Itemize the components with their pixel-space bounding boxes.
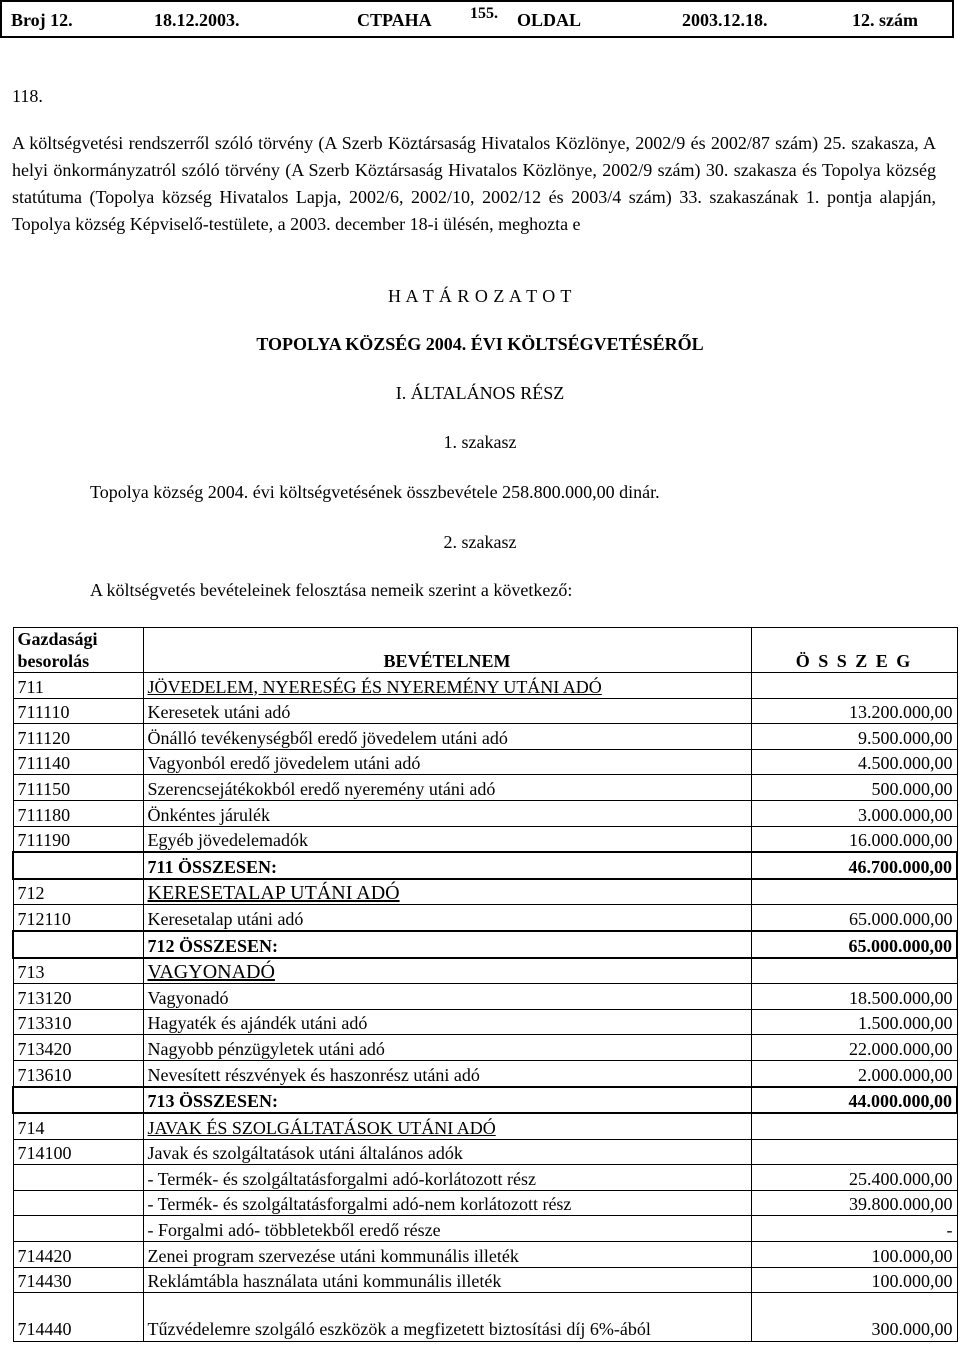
row-code: 712 bbox=[13, 879, 143, 905]
table-row bbox=[13, 724, 957, 750]
table-row bbox=[13, 1009, 957, 1035]
row-code: 714 bbox=[13, 1113, 143, 1139]
row-name: Vagyonadó bbox=[143, 984, 751, 1010]
row-amount: 22.000.000,00 bbox=[751, 1035, 957, 1061]
row-amount: 39.800.000,00 bbox=[751, 1190, 957, 1216]
table-row bbox=[13, 958, 957, 984]
row-amount: 16.000.000,00 bbox=[751, 826, 957, 852]
table-row bbox=[13, 1190, 957, 1216]
row-amount: - bbox=[751, 1216, 957, 1242]
table-row bbox=[13, 905, 957, 931]
row-amount: 13.200.000,00 bbox=[751, 698, 957, 724]
row-code bbox=[13, 931, 143, 958]
table-row bbox=[13, 1113, 957, 1139]
table-row bbox=[13, 879, 957, 905]
row-name: Javak és szolgáltatások utáni általános adók bbox=[143, 1139, 751, 1165]
row-amount bbox=[751, 1113, 957, 1139]
row-name: - Forgalmi adó- többletekből eredő része bbox=[143, 1216, 751, 1242]
row-amount: 65.000.000,00 bbox=[751, 905, 957, 931]
row-code: 713 bbox=[13, 958, 143, 984]
row-code: 713120 bbox=[13, 984, 143, 1010]
row-code: 714430 bbox=[13, 1267, 143, 1293]
row-amount: 2.000.000,00 bbox=[751, 1060, 957, 1086]
row-name: Tűzvédelemre szolgáló eszközök a megfizetett biztosítási díj 6%-ából bbox=[143, 1293, 751, 1342]
section-1-text: Topolya község 2004. évi költségvetésének összbevétele 258.800.000,00 dinár. bbox=[90, 482, 660, 502]
row-name: Zenei program szervezése utáni kommunális illeték bbox=[143, 1242, 751, 1268]
header-issue: Broj 12. bbox=[11, 10, 73, 30]
row-code bbox=[13, 1165, 143, 1191]
row-code: 711180 bbox=[13, 800, 143, 826]
row-amount: 65.000.000,00 bbox=[751, 931, 957, 958]
row-name: Nevesített részvények és haszonrész utáni adó bbox=[143, 1060, 751, 1086]
table-row bbox=[13, 1139, 957, 1165]
row-name: Egyéb jövedelemadók bbox=[143, 826, 751, 852]
row-amount: 100.000,00 bbox=[751, 1242, 957, 1268]
table-row bbox=[13, 1293, 957, 1342]
decision-title: H A T Á R O Z A T O T bbox=[388, 286, 572, 306]
header-page-label-serbian: CTPAHA bbox=[357, 10, 432, 30]
col-header-classification: Gazdasági besorolás bbox=[13, 628, 143, 673]
table-row bbox=[13, 1242, 957, 1268]
row-code bbox=[13, 1216, 143, 1242]
table-row bbox=[13, 1165, 957, 1191]
row-amount: 3.000.000,00 bbox=[751, 800, 957, 826]
row-name: Reklámtábla használata utáni kommunális illeték bbox=[143, 1267, 751, 1293]
row-code bbox=[13, 852, 143, 879]
intro-paragraph: A költségvetési rendszerről szóló törvény (A Szerb Köztársaság Hivatalos Közlönye, 2002/9 és 2002/87 szám) 25. szakasza, A helyi önkormányzatról szóló törvény (A Szerb Köztársaság Hivatalos Közlönye, 2002/9 szám) 30. szakasza és Topolya község statútuma (Topolya község Hivatalos Lapja, 2002/6, 2002/10, 2002/12 és 2003/4 szám) 33. szakaszának 1. pontja alapján, Topolya község Képviselő-testülete, a 2003. december 18-i ülésén, meghozta e bbox=[12, 133, 936, 234]
row-amount bbox=[751, 879, 957, 905]
row-amount: 25.400.000,00 bbox=[751, 1165, 957, 1191]
col-header-amount: Ö S S Z E G bbox=[751, 628, 957, 673]
row-code: 713610 bbox=[13, 1060, 143, 1086]
row-name: Önkéntes járulék bbox=[143, 800, 751, 826]
row-code: 713310 bbox=[13, 1009, 143, 1035]
row-name: 712 ÖSSZESEN: bbox=[143, 931, 751, 958]
row-amount: 500.000,00 bbox=[751, 775, 957, 801]
table-body bbox=[13, 673, 957, 1342]
row-code: 714420 bbox=[13, 1242, 143, 1268]
row-amount bbox=[751, 1139, 957, 1165]
table-total-row bbox=[13, 1087, 957, 1114]
row-amount: 300.000,00 bbox=[751, 1293, 957, 1342]
row-amount: 44.000.000,00 bbox=[751, 1087, 957, 1114]
row-code: 714440 bbox=[13, 1293, 143, 1342]
table-row bbox=[13, 1035, 957, 1061]
table-total-row bbox=[13, 931, 957, 958]
decision-subtitle: TOPOLYA KÖZSÉG 2004. ÉVI KÖLTSÉGVETÉSÉRŐL bbox=[256, 334, 704, 354]
revenue-table bbox=[12, 627, 958, 1342]
table-row bbox=[13, 1267, 957, 1293]
row-code: 711190 bbox=[13, 826, 143, 852]
section-2-title: 2. szakasz bbox=[443, 532, 517, 552]
row-amount: 4.500.000,00 bbox=[751, 749, 957, 775]
page-header bbox=[0, 0, 954, 38]
row-name: Keresetek utáni adó bbox=[143, 698, 751, 724]
document-number: 118. bbox=[12, 86, 43, 106]
header-date-left: 18.12.2003. bbox=[154, 10, 240, 30]
row-name: 711 ÖSSZESEN: bbox=[143, 852, 751, 879]
row-amount: 46.700.000,00 bbox=[751, 852, 957, 879]
row-code bbox=[13, 1087, 143, 1114]
row-amount: 1.500.000,00 bbox=[751, 1009, 957, 1035]
table-row bbox=[13, 1216, 957, 1242]
row-name: 713 ÖSSZESEN: bbox=[143, 1087, 751, 1114]
table-row bbox=[13, 826, 957, 852]
row-amount bbox=[751, 958, 957, 984]
header-page-label-hungarian: OLDAL bbox=[517, 10, 582, 30]
row-name: VAGYONADÓ bbox=[143, 958, 751, 984]
table-row bbox=[13, 673, 957, 699]
row-amount bbox=[751, 673, 957, 699]
row-code: 711110 bbox=[13, 698, 143, 724]
table-header-row bbox=[13, 628, 957, 673]
row-name: KERESETALAP UTÁNI ADÓ bbox=[143, 879, 751, 905]
row-name: Keresetalap utáni adó bbox=[143, 905, 751, 931]
table-row bbox=[13, 698, 957, 724]
row-code: 711150 bbox=[13, 775, 143, 801]
row-name: JÖVEDELEM, NYERESÉG ÉS NYEREMÉNY UTÁNI ADÓ bbox=[143, 673, 751, 699]
row-name: Szerencsejátékokból eredő nyeremény utáni adó bbox=[143, 775, 751, 801]
section-1-title: 1. szakasz bbox=[443, 432, 517, 452]
header-issue-right: 12. szám bbox=[852, 10, 918, 30]
row-amount: 18.500.000,00 bbox=[751, 984, 957, 1010]
col-header-revenue-type: BEVÉTELNEM bbox=[143, 628, 751, 673]
table-total-row bbox=[13, 852, 957, 879]
row-name: Hagyaték és ajándék utáni adó bbox=[143, 1009, 751, 1035]
row-code: 711120 bbox=[13, 724, 143, 750]
table-row bbox=[13, 984, 957, 1010]
row-name: Nagyobb pénzügyletek utáni adó bbox=[143, 1035, 751, 1061]
row-code bbox=[13, 1190, 143, 1216]
table-row bbox=[13, 775, 957, 801]
row-code: 713420 bbox=[13, 1035, 143, 1061]
row-name: Önálló tevékenységből eredő jövedelem utáni adó bbox=[143, 724, 751, 750]
row-amount: 100.000,00 bbox=[751, 1267, 957, 1293]
header-date-right: 2003.12.18. bbox=[682, 10, 768, 30]
row-name: JAVAK ÉS SZOLGÁLTATÁSOK UTÁNI ADÓ bbox=[143, 1113, 751, 1139]
table-row bbox=[13, 749, 957, 775]
table-row bbox=[13, 1060, 957, 1086]
row-code: 714100 bbox=[13, 1139, 143, 1165]
row-code: 711140 bbox=[13, 749, 143, 775]
row-amount: 9.500.000,00 bbox=[751, 724, 957, 750]
table-row bbox=[13, 800, 957, 826]
row-code: 712110 bbox=[13, 905, 143, 931]
row-code: 711 bbox=[13, 673, 143, 699]
row-name: Vagyonból eredő jövedelem utáni adó bbox=[143, 749, 751, 775]
section-2-text: A költségvetés bevételeinek felosztása nemeik szerint a következő: bbox=[90, 580, 573, 600]
row-name: - Termék- és szolgáltatásforgalmi adó-korlátozott rész bbox=[143, 1165, 751, 1191]
row-name: - Termék- és szolgáltatásforgalmi adó-nem korlátozott rész bbox=[143, 1190, 751, 1216]
part-title: I. ÁLTALÁNOS RÉSZ bbox=[395, 383, 565, 403]
header-page-number: 155. bbox=[470, 5, 498, 22]
